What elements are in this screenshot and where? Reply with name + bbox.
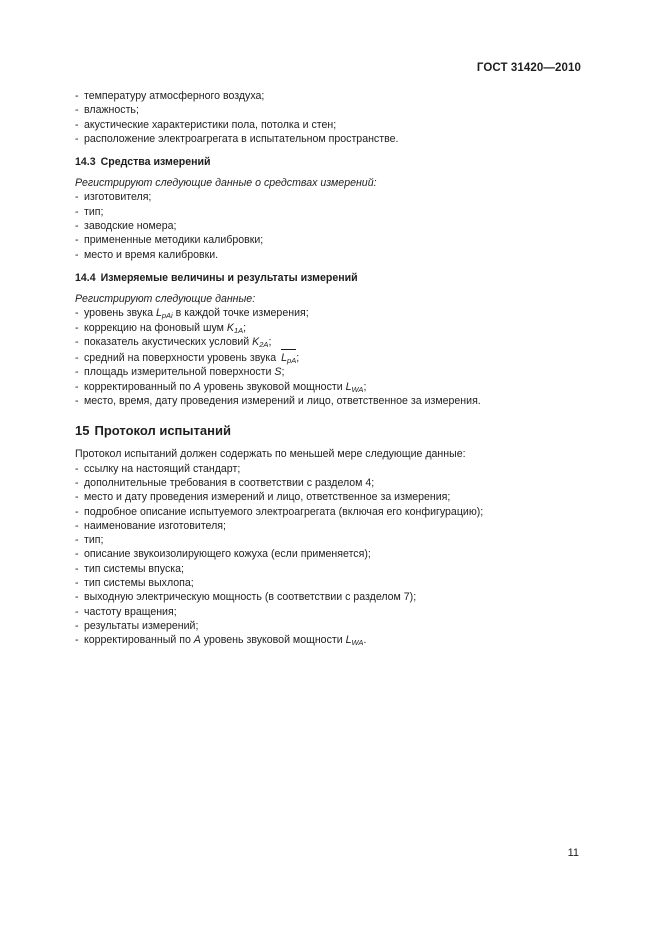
list-item: - тип системы выхлопа; xyxy=(75,577,194,590)
list-item: - показатель акустических условий $K_{2A}$; xyxy=(75,335,272,349)
list-item: - описание звукоизолирующего кожуха (если применяется); xyxy=(75,548,371,561)
list-item: - влажность; xyxy=(75,104,139,117)
list-item: - ссылку на настоящий стандарт; xyxy=(75,462,241,475)
page-number: 11 xyxy=(567,847,579,859)
list-item: - изготовителя; xyxy=(75,191,152,204)
section-15-intro: Протокол испытаний должен содержать по меньшей мере следующие данные: xyxy=(75,448,466,461)
list-item: - температуру атмосферного воздуха; xyxy=(75,90,265,102)
list-item: - уровень звука $L_{pAi}$ в каждой точке измерения; xyxy=(75,307,309,321)
protocol-list xyxy=(75,462,595,648)
measurement-list xyxy=(75,306,595,408)
list-item: - заводские номера; xyxy=(75,220,177,233)
section-14-4-intro: Регистрируют следующие данные: xyxy=(75,292,256,305)
list-item: - коррекцию на фоновый шум $K_{1A}$; xyxy=(75,321,247,335)
environment-list xyxy=(75,89,595,146)
list-item: - результаты измерений; xyxy=(75,619,199,632)
list-item: - место и время калибровки. xyxy=(75,248,219,261)
section-14-4-heading: 14.4 Измеряемые величины и результаты измерений xyxy=(75,271,358,284)
instrument-list xyxy=(75,190,595,261)
list-item: - средний на поверхности уровень звука $L_{pA}$; xyxy=(75,349,595,365)
mean-level-symbol: $L_{pA}$ xyxy=(281,349,296,365)
section-14-3-intro: Регистрируют следующие данные о средствах измерений: xyxy=(75,177,377,190)
list-item: - подробное описание испытуемого электроагрегата (включая его конфигурацию); xyxy=(75,505,484,518)
section-15-heading: 15 Протокол испытаний xyxy=(75,423,231,439)
list-item: - тип; xyxy=(75,534,104,547)
list-item: - тип; xyxy=(75,205,104,218)
section-14-3-heading: 14.3 Средства измерений xyxy=(75,156,211,169)
list-item: - корректированный по A уровень звуковой мощности $L_{WA}$; xyxy=(75,380,367,394)
list-item: - дополнительные требования в соответствии с разделом 4; xyxy=(75,476,375,489)
list-item: - место, время, дату проведения измерений и лицо, ответственное за измерения. xyxy=(75,395,481,408)
list-item: - расположение электроагрегата в испытательном пространстве. xyxy=(75,132,399,145)
list-item: - корректированный по A уровень звуковой мощности $L_{WA}$. xyxy=(75,634,367,648)
list-item: - примененные методики калибровки; xyxy=(75,234,264,247)
list-item: - место и дату проведения измерений и лицо, ответственное за измерения; xyxy=(75,491,451,504)
list-item: - площадь измерительной поверхности S; xyxy=(75,366,285,379)
list-item: - тип системы впуска; xyxy=(75,562,184,575)
standard-header: ГОСТ 31420—2010 xyxy=(476,62,581,74)
list-item: - акустические характеристики пола, потолка и стен; xyxy=(75,118,337,131)
list-item: - наименование изготовителя; xyxy=(75,519,226,532)
list-item: - частоту вращения; xyxy=(75,605,177,618)
list-item: - выходную электрическую мощность (в соответствии с разделом 7); xyxy=(75,591,417,604)
page-content xyxy=(75,89,595,648)
